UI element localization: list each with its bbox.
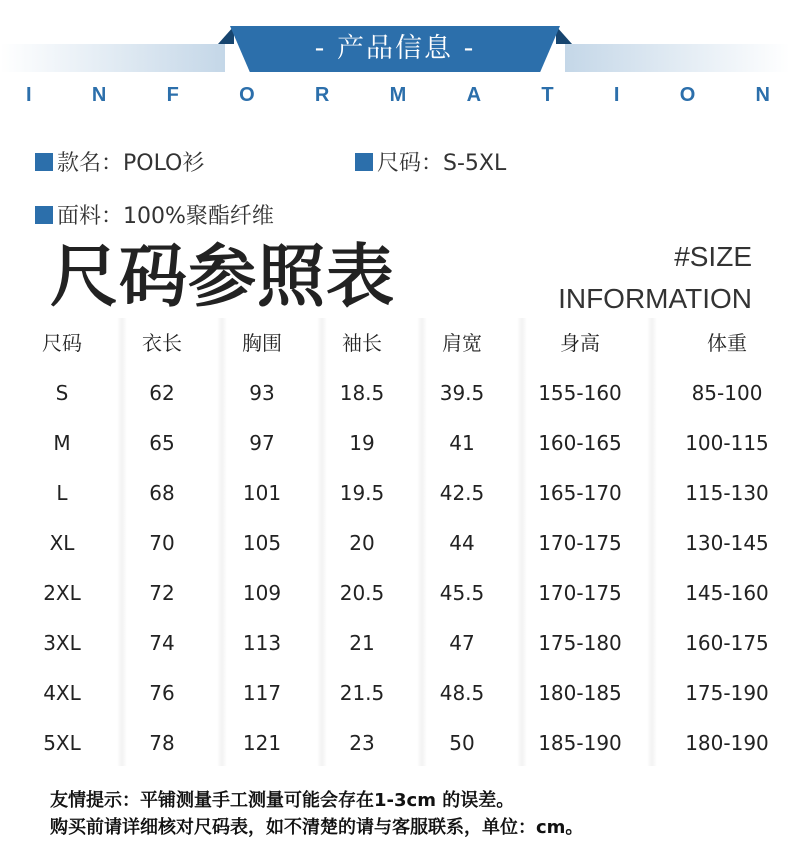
table-cell: 48.5	[439, 681, 485, 705]
info-letter: F	[166, 84, 179, 106]
table-cell: S	[55, 381, 69, 405]
table-cell: 23	[349, 731, 375, 755]
info-letter: O	[239, 84, 255, 106]
table-cell: 145-160	[685, 581, 769, 605]
table-cell: 4XL	[43, 681, 81, 705]
table-row	[12, 618, 782, 668]
table-cell: 121	[242, 731, 282, 755]
table-cell: 105	[242, 531, 282, 555]
table-cell: 21	[349, 631, 375, 655]
column-header: 袖长	[342, 331, 382, 355]
table-cell: 70	[149, 531, 175, 555]
size-chart-title: 尺码参照表	[50, 238, 396, 317]
size-info-line1: #SIZE	[674, 241, 752, 272]
bullet-square	[35, 206, 53, 224]
table-cell: 21.5	[339, 681, 385, 705]
bullet-square	[35, 153, 53, 171]
attr-style-name	[35, 146, 204, 177]
table-row	[12, 368, 782, 418]
table-cell: 117	[242, 681, 282, 705]
table-cell: 68	[149, 481, 175, 505]
table-cell: 5XL	[43, 731, 81, 755]
table-row	[12, 568, 782, 618]
table-cell: 185-190	[538, 731, 622, 755]
table-cell: 41	[449, 431, 475, 455]
attr-fabric	[35, 199, 274, 230]
table-cell: 113	[242, 631, 282, 655]
table-cell: M	[53, 431, 71, 455]
information-letters	[26, 84, 770, 107]
table-cell: 65	[149, 431, 175, 455]
table-row	[12, 718, 782, 768]
table-cell: 20	[349, 531, 375, 555]
table-cell: 97	[249, 431, 275, 455]
attr-label: 款名：POLO衫	[57, 151, 205, 176]
table-cell: 109	[242, 581, 282, 605]
table-cell: 175-180	[538, 631, 622, 655]
table-cell: 18.5	[339, 381, 385, 405]
table-cell: 19	[349, 431, 375, 455]
info-letter: I	[613, 84, 620, 106]
table-cell: 101	[242, 481, 282, 505]
table-cell: 175-190	[685, 681, 769, 705]
info-letter: N	[91, 84, 107, 106]
table-cell: 72	[149, 581, 175, 605]
table-cell: XL	[49, 531, 75, 555]
table-row	[12, 668, 782, 718]
header-title: - 产品信息 -	[314, 33, 476, 64]
table-cell: 93	[249, 381, 275, 405]
attr-size-range	[355, 146, 506, 177]
table-row	[12, 468, 782, 518]
info-letter: O	[679, 84, 696, 106]
column-header: 胸围	[242, 331, 282, 355]
table-cell: 74	[149, 631, 175, 655]
header-line-right	[565, 44, 790, 72]
table-cell: 180-190	[685, 731, 769, 755]
info-letter: N	[755, 84, 770, 106]
note-line-1: 友情提示：平铺测量手工测量可能会存在1-3cm 的误差。	[50, 790, 515, 811]
table-cell: 76	[149, 681, 175, 705]
info-letter: T	[541, 84, 554, 106]
column-header: 尺码	[42, 331, 82, 355]
table-cell: 50	[449, 731, 475, 755]
table-cell: 78	[149, 731, 175, 755]
info-letter: A	[466, 84, 482, 106]
info-letter: I	[26, 84, 32, 106]
attr-label: 尺码：S-5XL	[377, 151, 507, 176]
info-letter: M	[389, 84, 407, 106]
table-cell: 42.5	[439, 481, 485, 505]
table-cell: 45.5	[439, 581, 485, 605]
table-cell: 170-175	[538, 531, 622, 555]
table-cell: 160-165	[538, 431, 622, 455]
table-cell: 2XL	[43, 581, 81, 605]
bullet-square	[355, 153, 373, 171]
table-cell: 100-115	[685, 431, 769, 455]
table-cell: 44	[449, 531, 475, 555]
info-letter: R	[314, 84, 330, 106]
column-header: 肩宽	[442, 331, 482, 355]
table-cell: 39.5	[439, 381, 485, 405]
column-header: 身高	[560, 331, 600, 355]
table-cell: 170-175	[538, 581, 622, 605]
table-cell: 62	[149, 381, 175, 405]
size-info-line2: INFORMATION	[558, 283, 752, 314]
table-cell: 160-175	[685, 631, 769, 655]
size-information-label	[558, 236, 752, 320]
table-row	[12, 418, 782, 468]
note-line-2: 购买前请详细核对尺码表，如不清楚的请与客服联系，单位：cm。	[50, 817, 584, 838]
column-header: 体重	[707, 331, 747, 355]
table-cell: 155-160	[538, 381, 622, 405]
table-cell: 115-130	[685, 481, 769, 505]
attr-label: 面料：100%聚酯纤维	[57, 204, 274, 229]
column-header: 衣长	[142, 331, 182, 355]
table-header-row	[12, 318, 782, 368]
header-line-left	[0, 44, 225, 72]
table-cell: 20.5	[339, 581, 385, 605]
table-cell: 3XL	[43, 631, 81, 655]
table-cell: 19.5	[339, 481, 385, 505]
table-cell: 180-185	[538, 681, 622, 705]
table-cell: L	[56, 481, 68, 505]
table-cell: 85-100	[691, 381, 763, 405]
table-cell: 130-145	[685, 531, 769, 555]
table-row	[12, 518, 782, 568]
table-cell: 165-170	[538, 481, 622, 505]
table-cell: 47	[449, 631, 475, 655]
